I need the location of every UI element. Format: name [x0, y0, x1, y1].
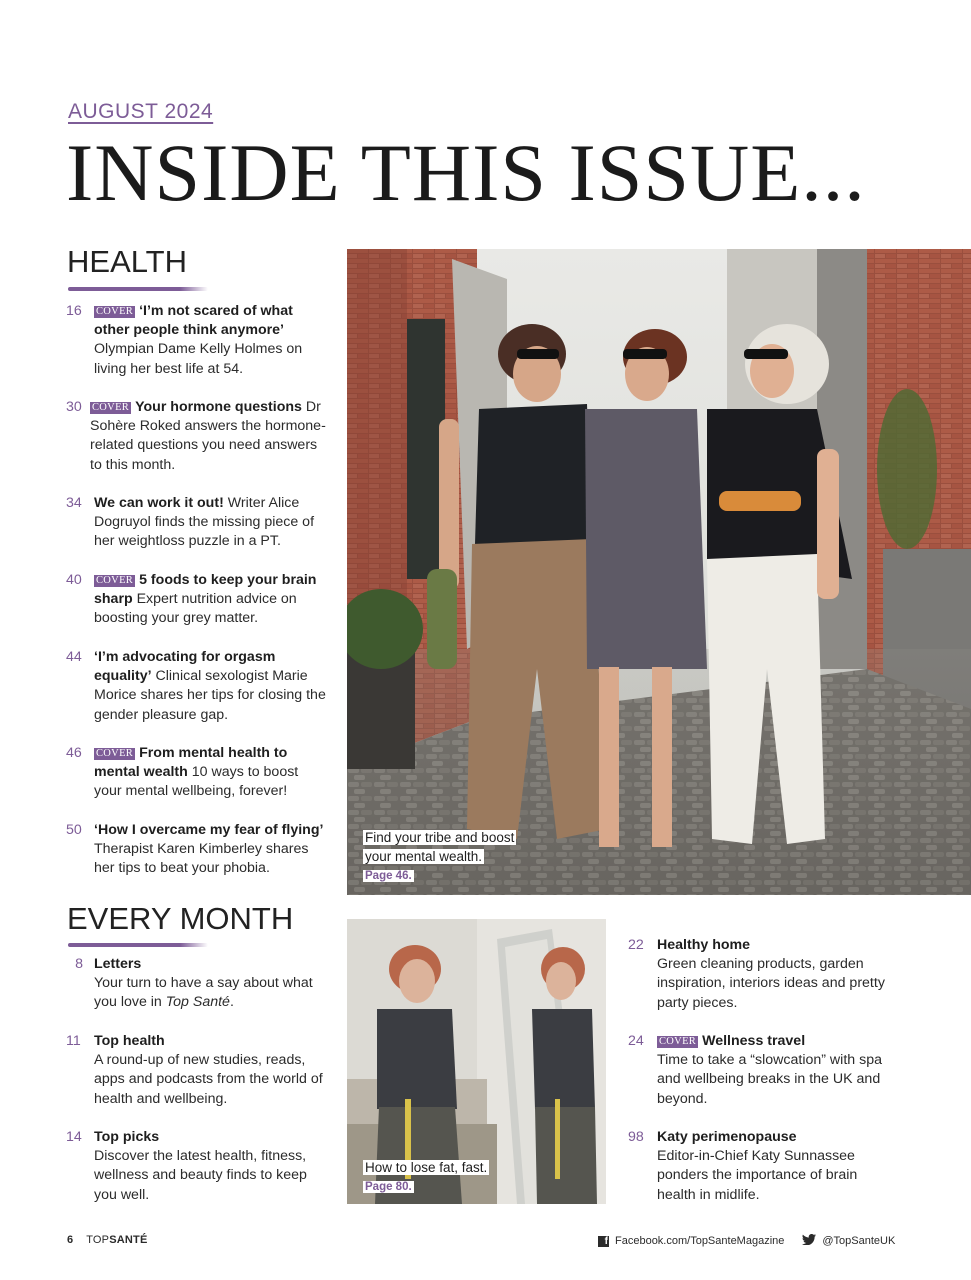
entry-title: ‘I’m not scared of what other people think anymore’: [94, 303, 293, 339]
health-heading: HEALTH: [67, 244, 188, 279]
footer-social: [598, 1234, 895, 1248]
every-month-entry[interactable]: [66, 1032, 328, 1109]
entry-title: Your hormone questions: [135, 399, 302, 415]
every-month-entry[interactable]: [66, 1128, 328, 1205]
entry-description: Olympian Dame Kelly Holmes on living her best life at 54.: [94, 341, 303, 377]
entry-description: Time to take a “slowcation” with spa and wellbeing breaks in the UK and beyond.: [657, 1052, 882, 1107]
entry-page-number: 40: [66, 572, 82, 588]
entry-page-number: 24: [628, 1033, 644, 1049]
caption-line: your mental wealth.: [365, 849, 483, 864]
entry-title: From mental health to mental wealth: [94, 745, 288, 781]
main-photo-illustration: [347, 249, 971, 895]
every-month-heading: EVERY MONTH: [67, 901, 294, 936]
entry-title: Katy perimenopause: [657, 1129, 797, 1145]
footer-brand: [86, 1234, 147, 1246]
entry-title: Top health: [94, 1033, 165, 1049]
entry-title: Top picks: [94, 1129, 160, 1145]
every-month-entry[interactable]: [628, 1128, 888, 1205]
twitter-handle[interactable]: @TopSanteUK: [822, 1235, 896, 1247]
every-month-entry[interactable]: [66, 955, 328, 1013]
page-title: INSIDE THIS ISSUE...: [66, 127, 866, 218]
entry-page-number: 98: [628, 1129, 644, 1145]
entry-description: Expert nutrition advice on boosting your grey matter.: [94, 591, 297, 627]
main-photo-caption: [363, 828, 516, 885]
health-entry[interactable]: [66, 494, 328, 552]
entry-description: Your turn to have a say about what you love in: [94, 975, 313, 1011]
health-entry[interactable]: [66, 821, 328, 879]
entry-page-number: 14: [66, 1129, 82, 1145]
health-entry[interactable]: [66, 744, 328, 802]
mirror-photo-caption: [363, 1158, 489, 1196]
entry-italic: Top Santé: [165, 994, 230, 1011]
entry-page-number: 34: [66, 495, 82, 511]
cover-badge: COVER: [92, 402, 130, 413]
footer-brand-top: TOP: [86, 1234, 110, 1246]
entry-title: Healthy home: [657, 937, 751, 953]
health-entry[interactable]: [66, 648, 328, 725]
facebook-icon: f: [598, 1236, 609, 1247]
entry-page-number: 11: [66, 1033, 81, 1049]
entry-description: Clinical sexologist Marie Morice shares her tips for closing the gender pleasure gap.: [94, 668, 326, 723]
every-month-entry[interactable]: [628, 936, 888, 1013]
entry-description: 10 ways to boost your mental wellbeing, forever!: [94, 764, 299, 800]
entry-title: Wellness travel: [702, 1033, 806, 1049]
entry-title: 5 foods to keep your brain sharp: [94, 572, 317, 608]
health-entry[interactable]: [66, 571, 328, 629]
every-month-entry[interactable]: [628, 1032, 888, 1109]
entry-title: ‘How I overcame my fear of flying’: [94, 822, 324, 838]
twitter-icon: [802, 1234, 816, 1248]
entry-page-number: 44: [66, 649, 82, 665]
entry-description: A round-up of new studies, reads, apps and podcasts from the world of health and wellbeing.: [94, 1052, 323, 1107]
health-entry[interactable]: [66, 398, 328, 475]
cover-badge: COVER: [96, 575, 134, 586]
caption-line: Find your tribe and boost: [365, 830, 515, 845]
footer-brand-sante: SANTÉ: [109, 1234, 148, 1246]
footer-left: [67, 1234, 147, 1246]
entry-page-number: 8: [75, 956, 83, 972]
entry-description: Green cleaning products, garden inspiration, interiors ideas and pretty party pieces.: [657, 956, 885, 1011]
caption-page-ref[interactable]: Page 46.: [365, 870, 412, 882]
entry-description: Editor-in-Chief Katy Sunnassee ponders the importance of brain health in midlife.: [657, 1148, 858, 1203]
issue-date: AUGUST 2024: [68, 100, 214, 123]
caption-line: How to lose fat, fast.: [365, 1160, 488, 1175]
facebook-link[interactable]: Facebook.com/TopSanteMagazine: [615, 1235, 785, 1247]
entry-title: We can work it out!: [94, 495, 224, 511]
entry-title: Letters: [94, 956, 142, 972]
health-rule: [68, 287, 208, 291]
every-month-rule: [68, 943, 208, 947]
cover-badge: COVER: [96, 748, 134, 759]
entry-title: ‘I’m advocating for orgasm equality’: [94, 649, 276, 685]
entry-description: Therapist Karen Kimberley shares her tips to beat your phobia.: [94, 841, 309, 877]
cover-badge: COVER: [659, 1036, 697, 1047]
entry-page-number: 50: [66, 822, 82, 838]
entry-page-number: 46: [66, 745, 82, 761]
cover-badge: COVER: [96, 306, 134, 317]
entry-description-end: .: [229, 994, 234, 1011]
entry-page-number: 30: [66, 399, 82, 415]
entry-description: Dr Sohère Roked answers the hormone-related questions you need answers to this month.: [90, 399, 326, 473]
health-entry[interactable]: [66, 302, 328, 379]
entry-description: Writer Alice Dogruyol finds the missing piece of her weightloss puzzle in a PT.: [94, 495, 315, 550]
caption-page-ref[interactable]: Page 80.: [365, 1181, 412, 1193]
entry-page-number: 22: [628, 937, 644, 953]
main-photo-three-women: [347, 249, 971, 895]
entry-description: Discover the latest health, fitness, wellness and beauty finds to keep you well.: [94, 1148, 307, 1203]
entry-page-number: 16: [66, 303, 82, 319]
footer-page-number: 6: [67, 1234, 74, 1246]
